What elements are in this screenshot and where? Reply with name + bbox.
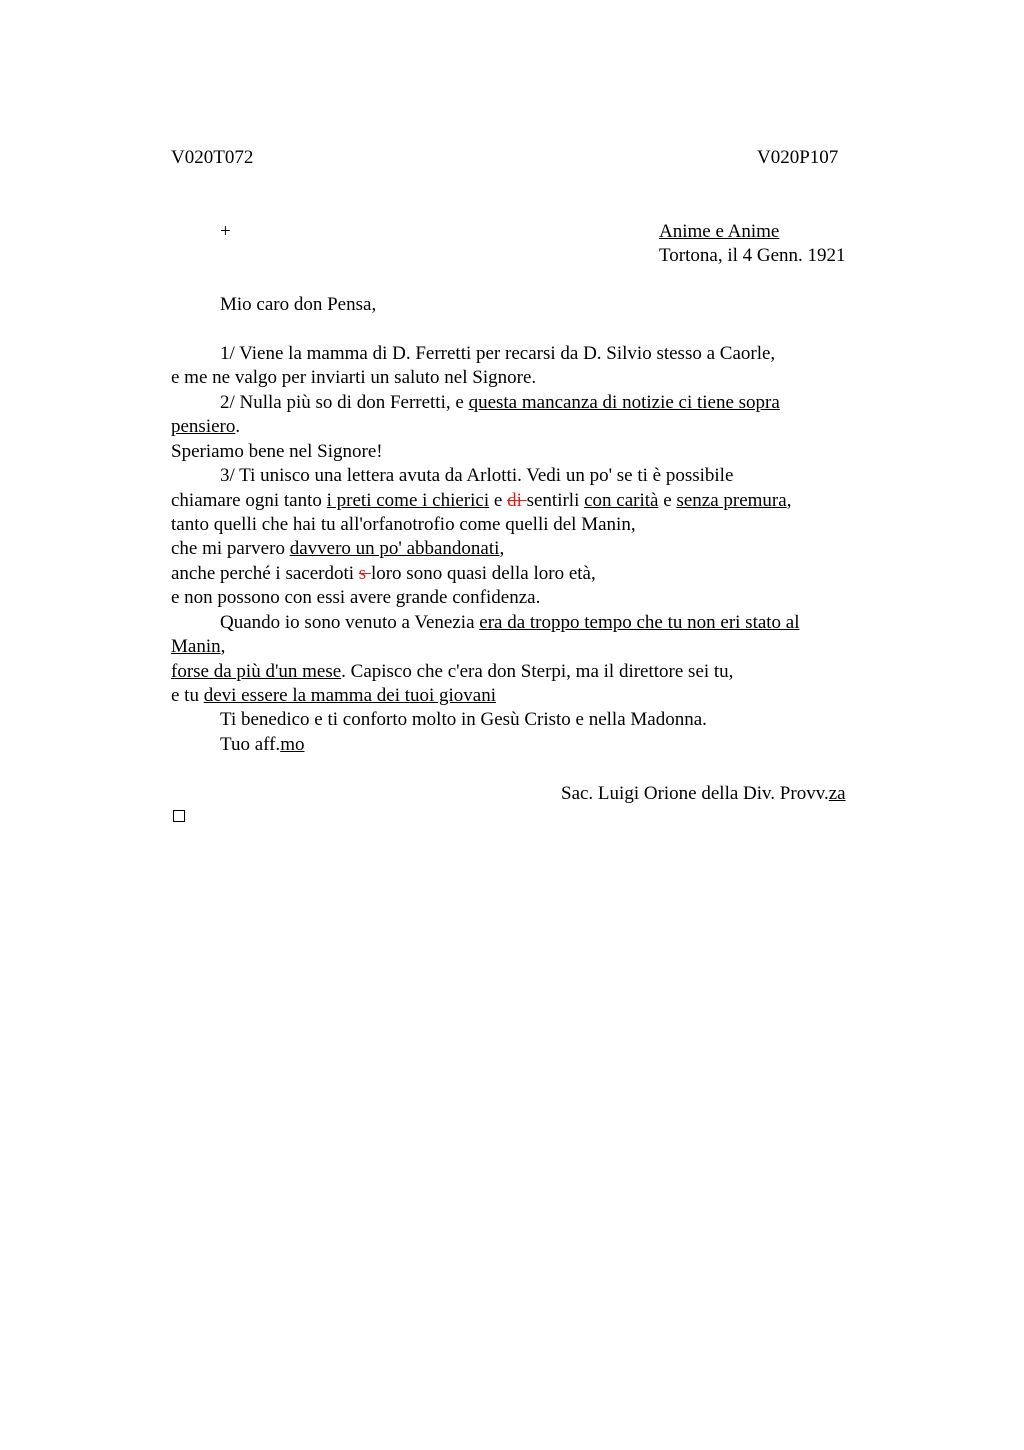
text-run: Quando io sono venuto a Venezia [220, 612, 480, 633]
underlined-text: devi essere la mamma dei tuoi giovani [203, 685, 497, 706]
text-run: Tuo aff. [220, 734, 281, 755]
body-line [220, 611, 800, 635]
text-run: chiamare ogni tanto [171, 490, 327, 511]
body-line: Speriamo bene nel Signore! [171, 441, 383, 462]
right-document-code: V020P107 [757, 147, 839, 168]
body-line: 1/ Viene la mamma di D. Ferretti per recarsi da D. Silvio stesso a Caorle, [220, 343, 776, 364]
body-line [171, 489, 791, 513]
text-run: , [220, 636, 226, 657]
body-line [171, 415, 240, 439]
deleted-text: s [358, 563, 371, 584]
text-run: e [658, 490, 677, 511]
underlined-text: mo [280, 734, 305, 755]
salutation: Mio caro don Pensa, [220, 294, 377, 315]
left-document-code: V020T072 [171, 147, 254, 168]
signature [561, 782, 846, 806]
signature-text: Sac. Luigi Orione della Div. Provv. [561, 783, 829, 804]
signature-suffix: za [828, 783, 846, 804]
body-line [220, 391, 780, 415]
underlined-text: con carità [584, 490, 659, 511]
body-line: 3/ Ti unisco una lettera avuta da Arlotti. Vedi un po' se ti è possibile [220, 465, 734, 486]
body-line [171, 660, 733, 684]
underlined-text: senza premura [676, 490, 787, 511]
text-run: , [786, 490, 792, 511]
text-run: loro sono quasi della loro età, [370, 563, 596, 584]
motto: Anime e Anime [659, 221, 780, 242]
underlined-text: i preti come i chierici [326, 490, 490, 511]
body-line: tanto quelli che hai tu all'orfanotrofio come quelli del Manin, [171, 514, 636, 535]
body-line: e me ne valgo per inviarti un saluto nel Signore. [171, 367, 537, 388]
text-run: sentirli [526, 490, 585, 511]
text-run: 2/ Nulla più so di don Ferretti, e [220, 392, 469, 413]
text-run: , [499, 538, 505, 559]
body-line [171, 684, 496, 708]
body-line [171, 537, 504, 561]
body-line [171, 562, 596, 586]
text-run: . Capisco che c'era don Sterpi, ma il direttore sei tu, [341, 661, 734, 682]
underlined-text: forse da più d'un mese [171, 661, 342, 682]
underlined-text: Manin [171, 636, 221, 657]
body-line: e non possono con essi avere grande confidenza. [171, 587, 541, 608]
underlined-text: questa mancanza di notizie ci tiene sopra [468, 392, 780, 413]
underlined-text: pensiero [171, 416, 236, 437]
underlined-text: davvero un po' abbandonati [289, 538, 500, 559]
text-run: e [489, 490, 508, 511]
closing [220, 733, 304, 757]
text-run: e tu [171, 685, 204, 706]
place-date: Tortona, il 4 Genn. 1921 [659, 245, 846, 266]
cross-symbol: + [220, 221, 231, 242]
body-line [171, 635, 225, 659]
end-marker-box-icon [173, 810, 185, 822]
deleted-text: di [507, 490, 527, 511]
text-run: che mi parvero [171, 538, 290, 559]
body-line: Ti benedico e ti conforto molto in Gesù Cristo e nella Madonna. [220, 709, 707, 730]
text-run: anche perché i sacerdoti [171, 563, 359, 584]
underlined-text: era da troppo tempo che tu non eri stato al [479, 612, 800, 633]
text-run: . [235, 416, 241, 437]
